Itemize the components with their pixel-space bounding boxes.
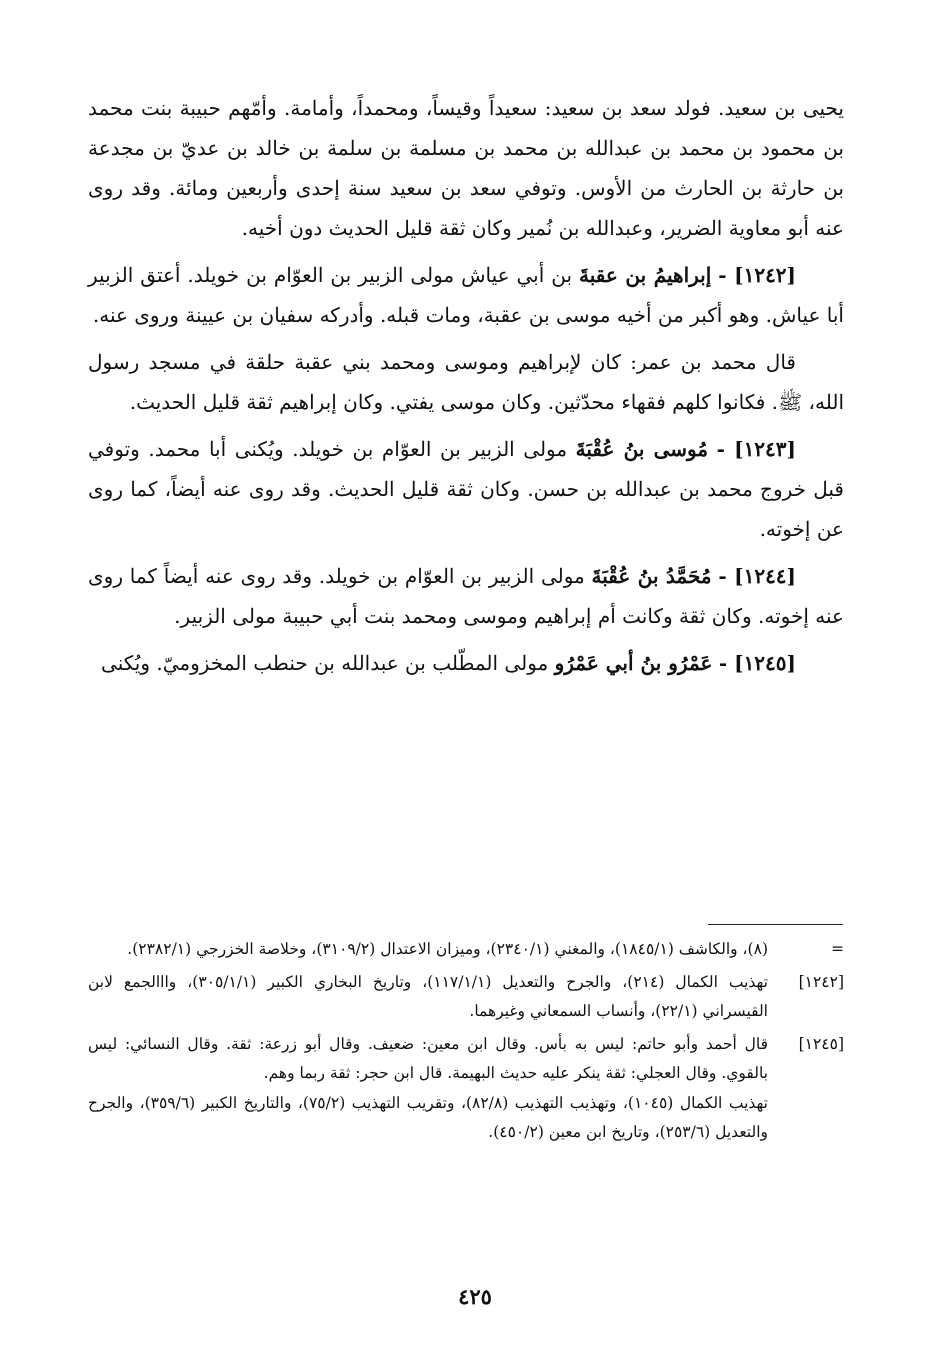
- footnote-sources: تهذيب الكمال (١٠٤٥)، وتهذيب التهذيب (٨٢/٨)، وتقريب التهذيب (٧٥/٢)، والتاريخ الكبير (٣٥٩/٦)، والجرح والتعديل (٢٥٣/٦)، وتاريخ ابن معين (٤٥٠/٢).: [88, 1093, 768, 1141]
- entry-number: [١٢٤٤] -: [718, 564, 797, 588]
- footnote-label: =: [831, 940, 844, 958]
- footnote-label: [١٢٤٥]: [798, 1034, 844, 1053]
- entry-number: [١٢٤٢] -: [718, 263, 797, 287]
- entry-1244: [88, 556, 844, 636]
- entry-text: بن أبي عياش مولى الزبير بن العوّام بن خويلد. أعتق الزبير أبا عياش. وهو أكبر من أخيه موسى بن عقبة، ومات قبله. وأدركه سفيان بن عيينة وروى عنه.: [88, 263, 844, 327]
- footnote-1245: [88, 1030, 844, 1148]
- entry-number: [١٢٤٣] -: [716, 437, 796, 461]
- entry-text: مولى الزبير بن العوّام بن خويلد. وقد روى عنه أيضاً كما روى عنه إخوته. وكان ثقة وكانت أم إبراهيم وموسى ومحمد بنت أبي حبيبة مولى الزبير.: [88, 564, 844, 628]
- footnote-text: تهذيب الكمال (٢١٤)، والجرح والتعديل (١١٧/١/١)، وتاريخ البخاري الكبير (٣٠٥/١/١)، وااالجمع لابن القيسراني (٢٢/١)، وأنساب السمعاني وغيرهما.: [88, 972, 768, 1020]
- entry-name: مُحَمَّدُ بنُ عُقْبَةَ: [591, 564, 712, 588]
- entry-name: عَمْرُو بنُ أبي عَمْرُو: [554, 651, 713, 675]
- entry-1242: [88, 255, 844, 335]
- footnotes: [88, 935, 844, 1151]
- entry-name: إبراهيمُ بن عقبةَ: [579, 263, 712, 287]
- entry-name: مُوسى بنُ عُقْبَةَ: [575, 437, 709, 461]
- paragraph-intro: يحيى بن سعيد. فولد سعد بن سعيد: سعيداً وقيساً، ومحمداً، وأمامة. وأمّهم حبيبة بنت محمد بن محمود بن محمد بن عبدالله بن محمد بن مسلمة بن سلمة بن خالد بن عديّ بن مجدعة بن حارثة بن الحارث من الأوس. وتوفي سعد بن سعيد سنة إحدى وأربعين ومائة. وقد روى عنه أبو معاوية الضرير، وعبدالله بن نُمير وكان ثقة قليل الحديث دون أخيه.: [88, 96, 844, 240]
- entry-text: مولى الزبير بن العوّام بن خويلد. ويُكنى أبا محمد. وتوفي قبل خروج محمد بن عبدالله بن حسن. وكان ثقة قليل الحديث. وقد روى عنه أيضاً، كما روى عن إخوته.: [88, 437, 844, 541]
- paragraph-ibn-umar: قال محمد بن عمر: كان لإبراهيم وموسى ومحمد بني عقبة حلقة في مسجد رسول الله، ﷺ. فكانوا كلهم فقهاء محدّثين. وكان موسى يفتي. وكان إبراهيم ثقة قليل الحديث.: [88, 350, 844, 414]
- entry-1243: [88, 429, 844, 549]
- page-number: ٤٢٥: [458, 1284, 492, 1309]
- footnote-text: قال أحمد وأبو حاتم: ليس به بأس. وقال ابن معين: ضعيف. وقال أبو زرعة: ثقة. وقال النسائي: ليس بالقوي. وقال العجلي: ثقة ينكر عليه حديث البهيمة. قال ابن حجر: ثقة ربما وهم.: [88, 1034, 768, 1082]
- main-text: [88, 88, 844, 690]
- entry-text: مولى المطّلب بن عبدالله بن حنطب المخزوميّ. ويُكنى: [101, 651, 549, 675]
- footnote-1242: [88, 968, 844, 1027]
- footnote-divider: [708, 924, 843, 925]
- entry-number: [١٢٤٥] -: [718, 651, 796, 675]
- footnote-continued: [88, 935, 844, 965]
- entry-1245: [88, 643, 844, 683]
- footnote-label: [١٢٤٢]: [798, 972, 844, 991]
- footnote-text: (٨)، والكاشف (١٨٤٥/١)، والمغني (٢٣٤٠/١)، وميزان الاعتدال (٣١٠٩/٢)، وخلاصة الخزرجي (٢٣٨٢/١).: [127, 940, 768, 958]
